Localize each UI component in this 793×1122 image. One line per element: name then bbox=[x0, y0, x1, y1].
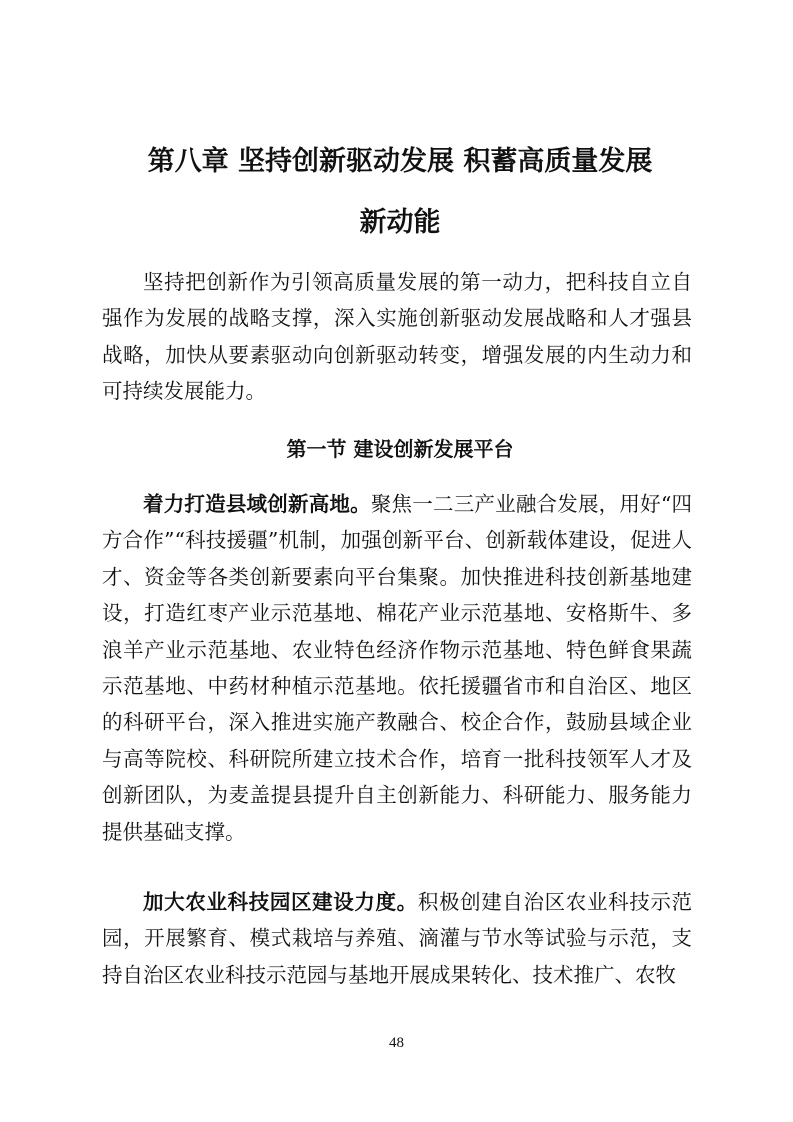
paragraph-lead: 着力打造县域创新高地。 bbox=[143, 492, 371, 516]
paragraph-lead: 加大农业科技园区建设力度。 bbox=[143, 890, 418, 914]
paragraph-innovation-highland bbox=[102, 486, 692, 850]
page-number: 48 bbox=[389, 1035, 404, 1051]
paragraph-agri-tech-park bbox=[102, 884, 692, 993]
chapter-title-line2: 新动能 bbox=[359, 207, 441, 238]
intro-paragraph: 坚持把创新作为引领高质量发展的第一动力，把科技自立自强作为发展的战略支撑，深入实施创新驱动发展战略和人才强县战略，加快从要素驱动向创新驱动转变，增强发展的内生动力和可持续发展能力。 bbox=[102, 270, 692, 404]
chapter-title-line1: 第八章 坚持创新驱动发展 积蓄高质量发展 bbox=[147, 146, 653, 177]
section-title: 第一节 建设创新发展平台 bbox=[286, 437, 514, 461]
paragraph-body: 聚焦一二三产业融合发展，用好“四方合作”“科技援疆”机制，加强创新平台、创新载体建设，促进人才、资金等各类创新要素向平台集聚。加快推进科技创新基地建设，打造红枣产业示范基地、棉花产业示范基地、安格斯牛、多浪羊产业示范基地、农业特色经济作物示范基地、特色鲜食果蔬示范基地、中药材种植示范基地。依托援疆省市和自治区、地区的科研平台，深入推进实施产教融合、校企合作，鼓励县域企业与高等院校、科研院所建立技术合作，培育一批科技领军人才及创新团队，为麦盖提县提升自主创新能力、科研能力、服务能力提供基础支撑。 bbox=[102, 492, 693, 844]
paragraph-body: 积极创建自治区农业科技示范园，开展繁育、模式栽培与养殖、滴灌与节水等试验与示范，支持自治区农业科技示范园与基地开展成果转化、技术推广、农牧 bbox=[102, 890, 693, 987]
